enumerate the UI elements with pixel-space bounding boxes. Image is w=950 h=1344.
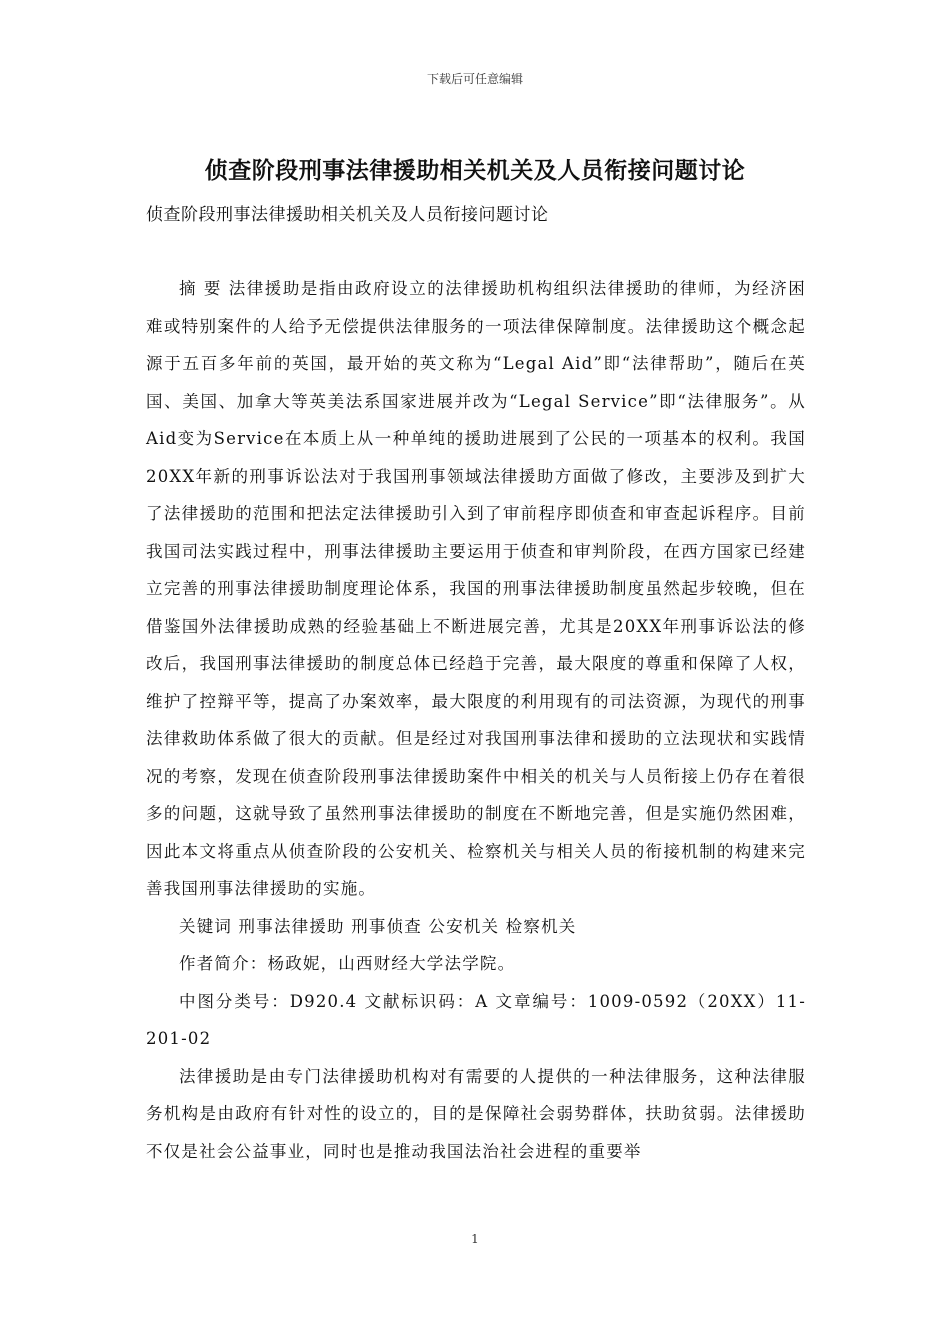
keywords-line: 关键词 刑事法律援助 刑事侦查 公安机关 检察机关 <box>179 916 577 936</box>
abstract-paragraph: 摘 要 法律援助是指由政府设立的法律援助机构组织法律援助的律师，为经济困难或特别案件的人给予无偿提供法律服务的一项法律保障制度。法律援助这个概念起源于五百多年前的英国，最开始的英文称为“Legal Aid”即“法律帮助”，随后在英国、美国、加拿大等英美法系国家进展并改为“Legal Service”即“法律服务”。从Aid变为Service在本质上从一种单纯的援助进展到了公民的一项基本的权利。我国20XX年新的刑事诉讼法对于我国刑事领域法律援助方面做了修改，主要涉及到扩大了法律援助的范围和把法定法律援助引入到了审前程序即侦查和审查起诉程序。目前我国司法实践过程中，刑事法律援助主要运用于侦查和审判阶段，在西方国家已经建立完善的刑事法律援助制度理论体系，我国的刑事法律援助制度虽然起步较晚，但在借鉴国外法律援助成熟的经验基础上不断进展完善，尤其是20XX年刑事诉讼法的修改后，我国刑事法律援助的制度总体已经趋于完善，最大限度的尊重和保障了人权，维护了控辩平等，提高了办案效率，最大限度的利用现有的司法资源，为现代的刑事法律救助体系做了很大的贡献。但是经过对我国刑事法律和援助的立法现状和实践情况的考察，发现在侦查阶段刑事法律援助案件中相关的机关与人员衔接上仍存在着很多的问题，这就导致了虽然刑事法律援助的制度在不断地完善，但是实施仍然困难，因此本文将重点从侦查阶段的公安机关、检察机关与相关人员的衔接机制的构建来完善我国刑事法律援助的实施。 <box>146 279 806 898</box>
document-subtitle: 侦查阶段刑事法律援助相关机关及人员衔接问题讨论 <box>146 205 549 225</box>
document-body <box>146 270 806 1170</box>
author-line: 作者简介：杨政妮，山西财经大学法学院。 <box>179 954 516 973</box>
page-header: 下载后可任意编辑 <box>426 72 523 86</box>
page-number: 1 <box>471 1232 479 1246</box>
classification-line: 中图分类号：D920.4 文献标识码：A 文章编号：1009-0592（20XX）11-201-02 <box>146 991 806 1048</box>
intro-paragraph: 法律援助是由专门法律援助机构对有需要的人提供的一种法律服务，这种法律服务机构是由政府有针对性的设立的，目的是保障社会弱势群体，扶助贫弱。法律援助不仅是社会公益事业，同时也是推动我国法治社会进程的重要举 <box>146 1066 806 1161</box>
document-title: 侦查阶段刑事法律援助相关机关及人员衔接问题讨论 <box>204 158 746 184</box>
